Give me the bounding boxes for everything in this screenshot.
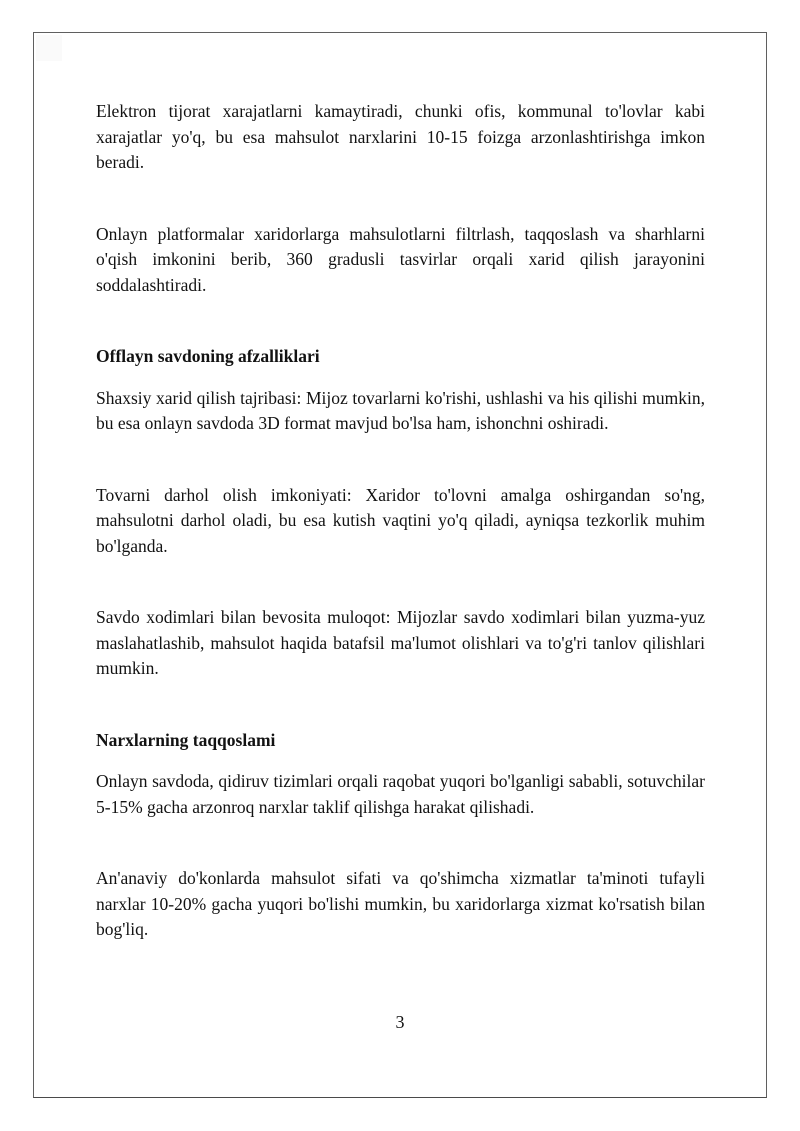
- paragraph-instant-purchase: Tovarni darhol olish imkoniyati: Xaridor to'lovni amalga oshirgandan so'ng, mahsulotni darhol oladi, bu esa kutish vaqtini yo'q qiladi, ayniqsa tezkorlik muhim bo'lganda.: [96, 484, 705, 556]
- page-number: 3: [395, 1012, 405, 1032]
- section-heading-price-comparison: Narxlarning taqqoslami: [96, 729, 276, 750]
- paragraph-personal-experience: Shaxsiy xarid qilish tajribasi: Mijoz tovarlarni ko'rishi, ushlashi va his qilishi mumkin, bu esa onlayn savdoda 3D format mavjud bo'lsa ham, ishonchni oshiradi.: [96, 387, 705, 433]
- paragraph-direct-communication: Savdo xodimlari bilan bevosita muloqot: Mijozlar savdo xodimlari bilan yuzma-yuz maslahatlashib, mahsulot haqida batafsil ma'lumot olishlari va to'g'ri tanlov qilishlari mumkin.: [96, 607, 705, 678]
- paragraph-traditional-prices: An'anaviy do'konlarda mahsulot sifati va qo'shimcha xizmatlar ta'minoti tufayli narxlar 10-20% gacha yuqori bo'lishi mumkin, bu xaridorlarga xizmat ko'rsatish bilan bog'liq.: [96, 868, 705, 939]
- section-heading-offline-advantages: Offlayn savdoning afzalliklari: [96, 346, 320, 366]
- paragraph-online-prices: Onlayn savdoda, qidiruv tizimlari orqali raqobat yuqori bo'lganligi sababli, sotuvchilar 5-15% gacha arzonroq narxlar taklif qilishga harakat qilishadi.: [96, 771, 705, 817]
- paragraph-ecommerce-costs: Elektron tijorat xarajatlarni kamaytiradi, chunki ofis, kommunal to'lovlar kabi xarajatlar yo'q, bu esa mahsulot narxlarini 10-15 foizga arzonlashtirishga imkon beradi.: [96, 101, 705, 172]
- page-content: [34, 33, 766, 989]
- document-page: [33, 32, 767, 1098]
- paragraph-online-platforms: Onlayn platformalar xaridorlarga mahsulotlarni filtrlash, taqqoslash va sharhlarni o'qish imkonini berib, 360 gradusli tasvirlar orqali xarid qilish jarayonini soddalashtiradi.: [96, 223, 705, 295]
